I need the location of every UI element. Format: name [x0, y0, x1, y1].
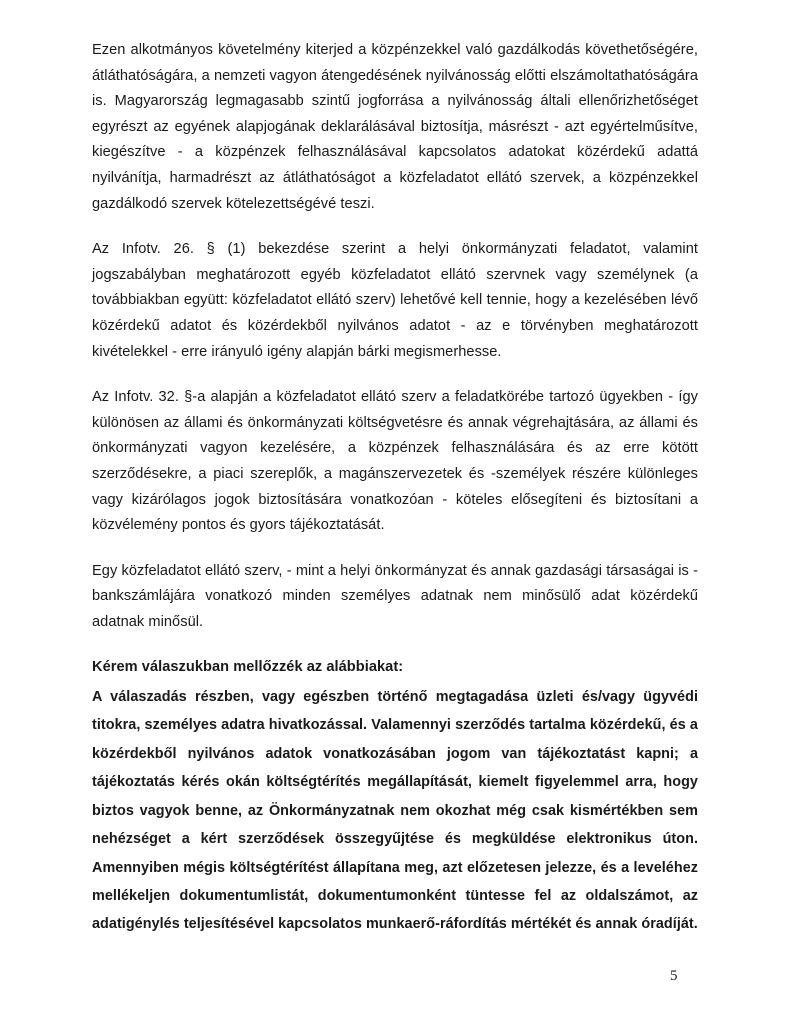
page-number: 5	[670, 968, 678, 984]
paragraph-constitutional-requirement: Ezen alkotmányos követelmény kiterjed a közpénzekkel való gazdálkodás követhetőségére, átláthatóságára, a nemzeti vagyon átengedésének nyilvánosság előtti elszámoltathatóságára is. Magyarország legmagasabb szintű jogforrása a nyilvánosság általi ellenőrizhetőséget egyrészt az egyének alapjogának deklarálásával biztosítja, másrészt - azt egyértelműsítve, kiegészítve - a közpénzek felhasználásával kapcsolatos adatokat közérdekű adattá nyilvánítja, harmadrészt az átláthatóságot a közfeladatot ellátó szervek, a közpénzekkel gazdálkodó szervek kötelezettségévé teszi.	[92, 42, 698, 212]
paragraph-bank-account-data: Egy közfeladatot ellátó szerv, - mint a helyi önkormányzat és annak gazdasági társaságai is - bankszámlájára vonatkozó minden személyes adatnak nem minősülő adat közérdekű adatnak minősül.	[92, 562, 698, 630]
request-body: A válaszadás részben, vagy egészben történő megtagadása üzleti és/vagy ügyvédi titokra, személyes adatra hivatkozással. Valamennyi szerződés tartalma közérdekű, és a közérdekből nyilvános adatok vonatkozásában jogom van tájékoztatást kapni; a tájékoztatás kérés okán költségtérítés megállapítását, kiemelt figyelemmel arra, hogy biztos vagyok benne, az Önkormányzatnak nem okozhat még csak kismértékben sem nehézséget a kért szerződések összegyűjtése és megküldése elektronikus úton. Amennyiben mégis költségtérítést állapítana meg, azt előzetesen jelezze, és a leveléhez mellékeljen dokumentumlistát, dokumentumonként tüntesse fel az oldalszámot, az adatigénylés teljesítésével kapcsolatos munkaerő-ráfordítás mértékét és annak óradíját.	[92, 689, 698, 933]
document-page	[92, 38, 698, 939]
paragraph-infotv-32: Az Infotv. 32. §-a alapján a közfeladatot ellátó szerv a feladatkörébe tartozó ügyekben - így különösen az állami és önkormányzati költségvetésre és annak végrehajtására, az állami és önkormányzati vagyon kezelésére, a közpénzek felhasználására és az erre kötött szerződésekre, a piaci szereplők, a magánszervezetek és -személyek részére különleges vagy kizárólagos jogok biztosítására vonatkozóan - köteles elősegíteni és biztosítani a közvélemény pontos és gyors tájékoztatását.	[92, 389, 698, 534]
paragraph-infotv-26: Az Infotv. 26. § (1) bekezdése szerint a helyi önkormányzati feladatot, valamint jogszabályban meghatározott egyéb közfeladatot ellátó szervnek vagy személynek (a továbbiakban együtt: közfeladatot ellátó szerv) lehetővé kell tennie, hogy a kezelésében lévő közérdekű adatot és közérdekből nyilvános adatot - az e törvényben meghatározott kivételekkel - erre irányuló igény alapján bárki megismerhesse.	[92, 241, 698, 360]
request-heading: Kérem válaszukban mellőzzék az alábbiakat:	[92, 659, 404, 676]
